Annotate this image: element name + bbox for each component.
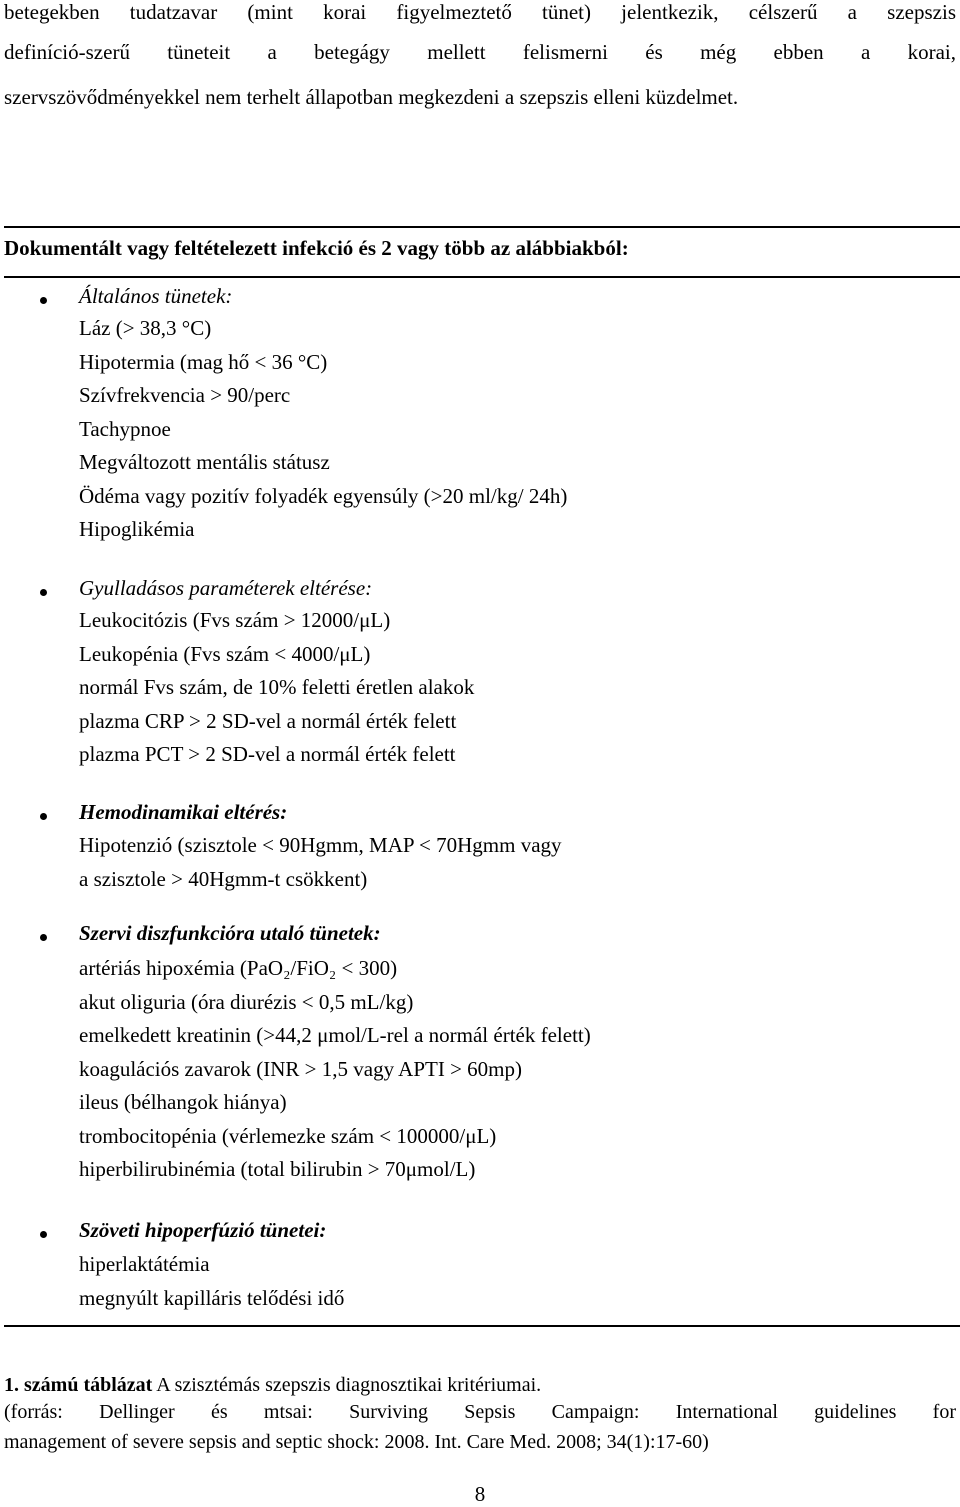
intro-line: betegekben tudatzavar (mint korai figyelmeztető tünet) jelentkezik, célszerű a szepszis (4, 0, 956, 24)
list-item: hiperbilirubinémia (total bilirubin > 70μmol/L) (79, 1157, 476, 1181)
list-item: a szisztole > 40Hgmm-t csökkent) (79, 866, 368, 891)
intro-line: definíció-szerű tüneteit a betegágy mellett felismerni és még ebben a korai, (4, 40, 956, 64)
table-title: Dokumentált vagy feltételezett infekció és 2 vagy több az alábbiakból: (4, 236, 629, 260)
table-bottom-rule (4, 1325, 960, 1327)
list-item: Hipotermia (mag hő < 36 °C) (79, 349, 328, 374)
bullet-icon (40, 934, 47, 941)
bullet-icon (40, 589, 47, 596)
caption-source-line: (forrás: Dellinger és mtsai: Surviving Sepsis Campaign: International guidelines for (4, 1401, 956, 1423)
group-items (79, 604, 474, 772)
list-item: Megváltozott mentális státusz (79, 450, 330, 474)
list-item: emelkedett kreatinin (>44,2 μmol/L-rel a normál érték felett) (79, 1023, 591, 1047)
list-item: megnyúlt kapilláris telődési idő (79, 1285, 345, 1310)
bullet-icon (40, 813, 47, 820)
caption-source-line: management of severe sepsis and septic shock: 2008. Int. Care Med. 2008; 34(1):17-60) (4, 1431, 709, 1453)
list-item: Tachypnoe (79, 416, 171, 441)
caption-text: A szisztémás szepszis diagnosztikai kritériumai. (152, 1374, 542, 1396)
bullet-icon (40, 1231, 47, 1238)
list-item: Ödéma vagy pozitív folyadék egyensúly (>20 ml/kg/ 24h) (79, 483, 568, 508)
list-item: koagulációs zavarok (INR > 1,5 vagy APTI > 60mp) (79, 1056, 523, 1081)
list-item: ileus (bélhangok hiánya) (79, 1090, 287, 1114)
list-item: plazma CRP > 2 SD-vel a normál érték felett (79, 708, 457, 733)
table-header-rule (4, 276, 960, 278)
page-number: 8 (474, 1482, 486, 1506)
group-heading: Szervi diszfunkcióra utaló tünetek: (79, 921, 381, 945)
table-caption (4, 1374, 541, 1397)
list-item: artériás hipoxémia (PaO₂/FiO₂ < 300) (79, 956, 398, 980)
intro-line: szervszövődményekkel nem terhelt állapotban megkezdeni a szepszis elleni küzdelmet. (4, 85, 739, 109)
group-items (79, 829, 562, 896)
group-heading: Általános tünetek: (79, 284, 233, 308)
table-top-rule (4, 226, 960, 228)
group-items (79, 312, 567, 547)
bullet-icon (40, 297, 47, 304)
list-item: normál Fvs szám, de 10% feletti éretlen alakok (79, 675, 475, 699)
list-item: plazma PCT > 2 SD-vel a normál érték felett (79, 742, 456, 766)
caption-label: 1. számú táblázat (4, 1374, 153, 1396)
group-heading: Hemodinamikai eltérés: (79, 800, 288, 824)
list-item: Hipotenzió (szisztole < 90Hgmm, MAP < 70Hgmm vagy (79, 833, 562, 857)
list-item: Hipoglikémia (79, 517, 195, 541)
list-item: akut oliguria (óra diurézis < 0,5 mL/kg) (79, 989, 414, 1014)
list-item: Láz (> 38,3 °C) (79, 316, 212, 340)
group-heading: Szöveti hipoperfúzió tünetei: (79, 1218, 327, 1242)
list-item: Leukopénia (Fvs szám < 4000/μL) (79, 641, 371, 666)
list-item: Leukocitózis (Fvs szám > 12000/μL) (79, 608, 391, 632)
group-items (79, 1248, 344, 1315)
group-heading: Gyulladásos paraméterek eltérése: (79, 576, 373, 600)
group-items (79, 952, 591, 1187)
list-item: hiperlaktátémia (79, 1252, 210, 1276)
list-item: Szívfrekvencia > 90/perc (79, 383, 291, 407)
list-item: trombocitopénia (vérlemezke szám < 100000/μL) (79, 1123, 497, 1148)
